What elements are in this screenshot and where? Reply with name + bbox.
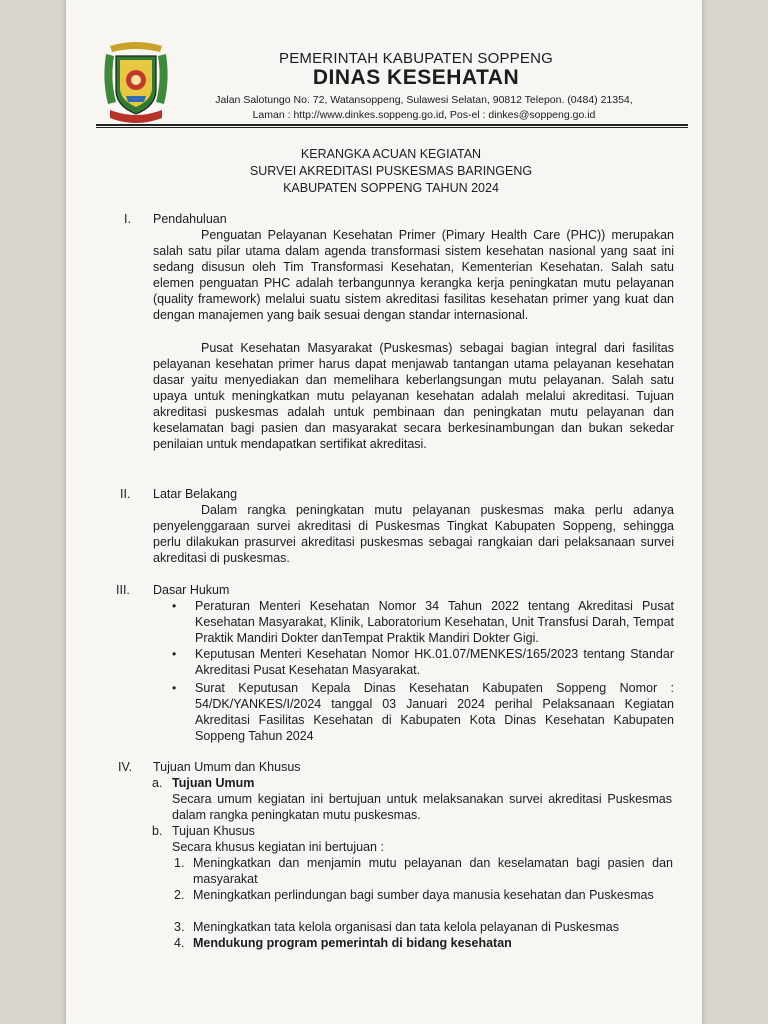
objective-number: 3. (174, 920, 185, 934)
section-1-paragraph-2: Pusat Kesehatan Masyarakat (Puskesmas) sebagai bagian integral dari fasilitas pelayanan kesehatan primer harus dapat menjawab tantangan utama pelayanan kesehatan dasar yaitu menyediakan dan memelihara keberlangsungan mutu pelayanan. Salah satu upaya untuk meningkatkan mutu pelayanan kesehatan adalah melalui akreditasi. Tujuan akreditasi puskesmas adalah untuk pembinaan dan peningkatan mutu pelayanan dan keselamatan bagi pasien dan masyarakat secara berkesinambungan dan bukan sekedar penilaian untuk mendapatkan sertifikat akreditasi. (153, 341, 674, 451)
subsection-a-label: a. (152, 776, 163, 790)
title-line-3: KABUPATEN SOPPENG TAHUN 2024 (283, 181, 499, 195)
section-1-number: I. (124, 212, 131, 226)
objective-number: 2. (174, 888, 185, 902)
legal-basis-item-2: Keputusan Menteri Kesehatan Nomor HK.01.07/MENKES/165/2023 tentang Standar Akreditasi Pusat Kesehatan Masyarakat. (195, 647, 674, 677)
section-1-paragraph-1: Penguatan Pelayanan Kesehatan Primer (Pimary Health Care (PHC)) merupakan salah satu pilar utama dalam agenda transformasi sistem kesehatan nasional yang saat ini sedang disusun oleh Tim Transformasi Kesehatan, Kementerian Kesehatan. Salah satu elemen penguatan PHC adalah terbangunnya kerangka kerja peningkatan mutu pelayanan (quality framework) melalui suatu sistem akreditasi fasilitas kesehatan primer yang kuat dan dengan manajemen yang baik sesuai dengan standar internasional. (153, 228, 674, 322)
title-line-1: KERANGKA ACUAN KEGIATAN (300, 147, 482, 161)
subsection-b-heading: Tujuan Khusus (172, 824, 255, 838)
document-title (166, 146, 616, 197)
subsection-a-heading: Tujuan Umum (172, 776, 255, 790)
header-address (184, 93, 664, 123)
document-page (66, 0, 702, 1024)
section-2-number: II. (120, 487, 131, 501)
header-address-line: Jalan Salotungo No. 72, Watansoppeng, Sulawesi Selatan, 90812 Telepon. (0484) 21354, (215, 94, 633, 106)
legal-basis-bullet: • (172, 647, 177, 661)
section-2-paragraph-1: Dalam rangka peningkatan mutu pelayanan puskesmas maka perlu adanya penyelenggaraan survei akreditasi di Puskesmas Tingkat Kabupaten Soppeng, sehingga perlu dilakukan prasurvei akreditasi puskesmas sebagai rangkaian dari pelaksanaan survei akreditasi di puskesmas. (153, 503, 674, 565)
objective-number: 4. (174, 936, 185, 950)
subsection-b-label: b. (152, 824, 163, 838)
header-contact-line: Laman : http://www.dinkes.soppeng.go.id, Pos-el : dinkes@soppeng.go.id (252, 109, 596, 121)
objective-item-1: Meningkatkan dan menjamin mutu pelayanan dan keselamatan bagi pasien dan masyarakat (193, 856, 673, 886)
section-4-number: IV. (118, 760, 133, 774)
section-2-heading: Latar Belakang (153, 487, 238, 501)
objective-item-2: Meningkatkan perlindungan bagi sumber daya manusia kesehatan dan Puskesmas (193, 888, 654, 902)
objective-item-4: Mendukung program pemerintah di bidang kesehatan (193, 936, 512, 950)
legal-basis-bullet: • (172, 599, 177, 613)
objective-number: 1. (174, 856, 185, 870)
objective-item-3: Meningkatkan tata kelola organisasi dan tata kelola pelayanan di Puskesmas (193, 920, 619, 934)
section-1-heading: Pendahuluan (153, 212, 227, 226)
letterhead-rule-thin (96, 127, 688, 128)
legal-basis-bullet: • (172, 681, 177, 695)
legal-basis-item-3: Surat Keputusan Kepala Dinas Kesehatan Kabupaten Soppeng Nomor : 54/DK/YANKES/I/2024 tanggal 03 Januari 2024 perihal Pelaksanaan Kegiatan Akreditasi Fasilitas Kesehatan di Kabupaten Kota Dinas Kesehatan Kabupaten Soppeng Tahun 2024 (195, 681, 674, 743)
title-line-2: SURVEI AKREDITASI PUSKESMAS BARINGENG (249, 164, 533, 178)
header-government-name: PEMERINTAH KABUPATEN SOPPENG (279, 50, 553, 67)
section-4-heading: Tujuan Umum dan Khusus (153, 760, 301, 774)
section-3-heading: Dasar Hukum (153, 583, 230, 597)
letterhead-rule-thick (96, 124, 688, 126)
subsection-a-text: Secara umum kegiatan ini bertujuan untuk melaksanakan survei akreditasi Puskesmas dalam rangka peningkatan mutu puskesmas. (172, 792, 672, 822)
section-3-number: III. (116, 583, 130, 597)
subsection-b-intro: Secara khusus kegiatan ini bertujuan : (172, 840, 384, 854)
header-agency-name: DINAS KESEHATAN (312, 66, 520, 89)
legal-basis-item-1: Peraturan Menteri Kesehatan Nomor 34 Tahun 2022 tentang Akreditasi Pusat Kesehatan Masyarakat, Klinik, Laboratorium Kesehatan, Unit Transfusi Darah, Tempat Praktik Mandiri Dokter danTempat Praktik Mandiri Dokter Gigi. (195, 599, 674, 645)
soppeng-emblem-logo (100, 40, 172, 126)
